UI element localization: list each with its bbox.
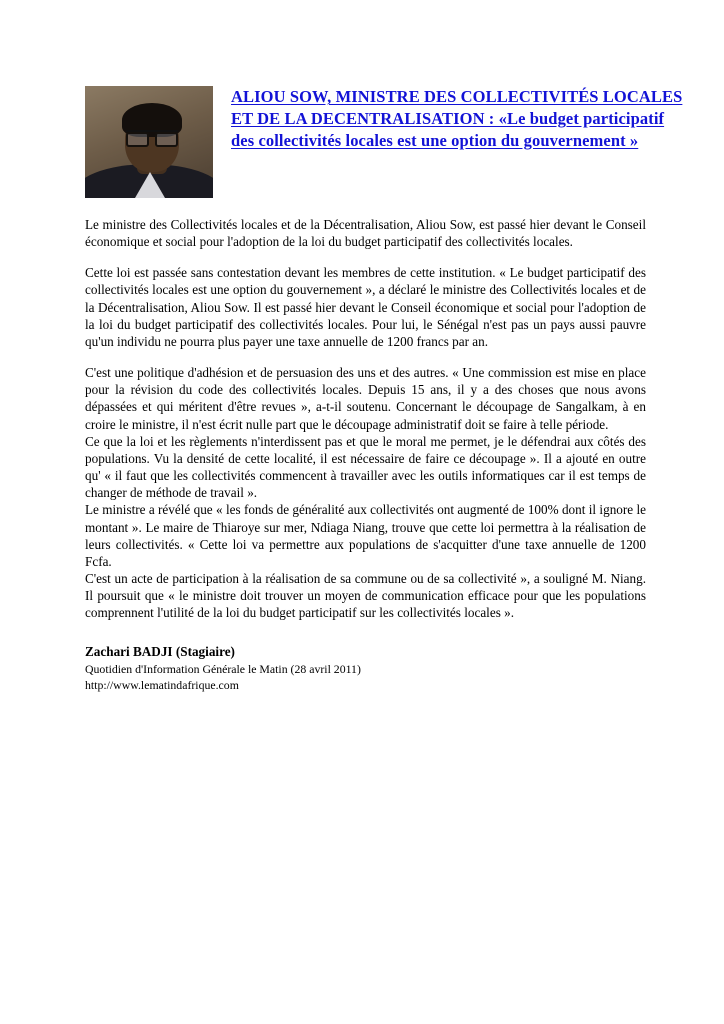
- paragraph: Le ministre a révélé que « les fonds de généralité aux collectivités ont augmenté de 100% dont il ignore le montant ». Le maire de Thiaroye sur mer, Ndiaga Niang, trouve que cette loi permettra à la réalisation de leurs collectivités. « Cette loi va permettre aux populations de s'acquitter d'une taxe annuelle de 1200 Fcfa.: [85, 502, 646, 569]
- source-block: [85, 662, 646, 694]
- paragraph: C'est une politique d'adhésion et de persuasion des uns et des autres. « Une commission est mise en place pour la révision du code des collectivités locales. Depuis 15 ans, il y a des choses que nous avons dépassées et qui méritent d'être revues », a-t-il soutenu. Concernant le découpage de Sangalkam, à en croire le ministre, il n'est écrit nulle part que le découpage administratif doit se faire à telle période.: [85, 365, 646, 432]
- page-title: ALIOU SOW, MINISTRE DES COLLECTIVITÉS LOCALES ET DE LA DECENTRALISATION : «Le budget participatif des collectivités locales est une option du gouvernement »: [231, 87, 683, 150]
- byline: Zachari BADJI (Stagiaire): [85, 644, 235, 660]
- article-header: [0, 0, 724, 198]
- paragraph: Le ministre des Collectivités locales et de la Décentralisation, Aliou Sow, est passé hier devant le Conseil économique et social pour l'adoption de la loi du budget participatif des collectivités locales.: [85, 217, 646, 250]
- portrait-photo: [85, 86, 213, 198]
- paragraph: Ce que la loi et les règlements n'interdissent pas et que le moral me permet, je le défendrai aux côtés des populations. Vu la densité de cette localité, il est nécessaire de faire ce découpage ». Il a ajouté en outre qu' « il faut que les collectivités commencent à travailler avec les outils informatiques car il est temps de changer de méthode de travail ».: [85, 433, 646, 501]
- glasses-icon: [126, 130, 178, 143]
- paragraph: C'est un acte de participation à la réalisation de sa commune ou de sa collectivité », a souligné M. Niang. Il poursuit que « le ministre doit trouver un moyen de communication efficace pour que les populations comprennent l'utilité de la loi du budget participatif sur les collectivités locales ».: [85, 570, 646, 621]
- article-body: [0, 198, 724, 693]
- source-url: http://www.lematindafrique.com: [85, 677, 239, 692]
- source-publication: Quotidien d'Information Générale le Matin (28 avril 2011): [85, 661, 361, 676]
- paragraph: Cette loi est passée sans contestation devant les membres de cette institution. « Le budget participatif des collectivités locales est une option du gouvernement », a déclaré le ministre des Collectivités locales et de la Décentralisation, Aliou Sow. Il est passé hier devant le Conseil économique et social pour l'adoption de la loi du budget participatif des collectivités locales. Pour lui, le Sénégal n'est pas un pays aussi pauvre qu'un individu ne pourra plus payer une taxe annuelle de 1200 francs par an.: [85, 265, 646, 349]
